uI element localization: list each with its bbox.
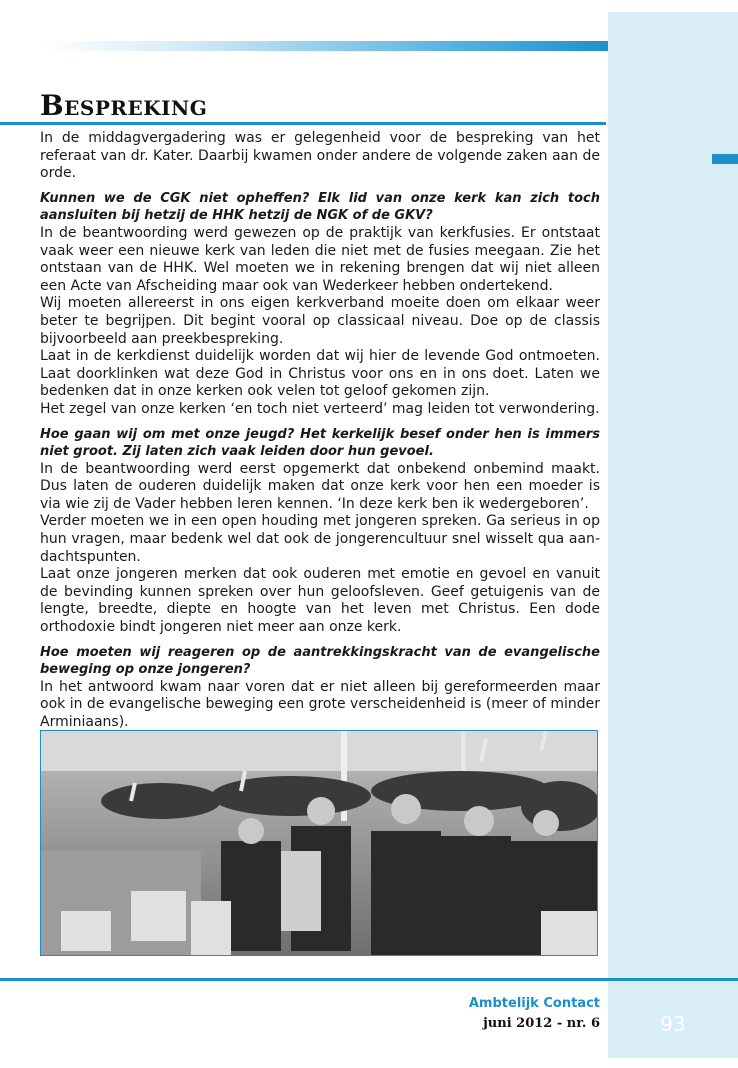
body-paragraph: Laat in de kerkdienst duidelijk worden dat wij hier de levende God ontmoeten. Laat doorklinken wat deze God in Christus voor ons en in ons doet. Laten we bedenken dat in onze kerken ook velen tot geloof gekomen zijn. — [40, 348, 600, 400]
publication-title: Ambtelijk Contact — [468, 996, 600, 1011]
side-accent-bar — [712, 154, 738, 164]
body-paragraph: In de beantwoording werd eerst opgemerkt dat onbekend onbemind maakt. Dus laten de ouderen duidelijk maken dat onze kerk voor hen een moeder is via wie zij de Vader hebben leren kennen. ‘In deze kerk ben ik wedergeboren’. — [40, 460, 600, 512]
question-paragraph: Kunnen we de CGK niet opheffen? Elk lid van onze kerk kan zich toch aansluiten bij hetzij de HHK hetzij de NGK of de GKV? — [40, 190, 600, 224]
article-heading: Bespreking — [40, 89, 208, 122]
bottom-rule — [0, 978, 738, 981]
side-panel — [608, 12, 738, 1058]
body-paragraph: In het antwoord kwam naar voren dat er niet alleen bij gereformeerden maar ook in de evangelische beweging een grote verscheidenheid is (meer of minder Arminiaans). — [40, 678, 600, 730]
question-paragraph: Hoe moeten wij reageren op de aantrekkingskracht van de evangelische beweging op onze jongeren? — [40, 644, 600, 678]
page-number: 93 — [660, 1012, 686, 1036]
publication-issue: juni 2012 - nr. 6 — [483, 1016, 600, 1031]
body-paragraph: Het zegel van onze kerken ‘en toch niet verteerd’ mag leiden tot verwondering. — [40, 400, 600, 417]
body-paragraph: In de beantwoording werd gewezen op de praktijk van kerkfusies. Er ontstaat vaak weer een nieuwe kerk van leden die niet met de fusies meegaan. Zie het ontstaan van de HHK. Wel moeten we in rekening brengen dat wij niet alleen een Acte van Afscheiding maar ook van Wederkeer hebben ondertekend. — [40, 224, 600, 294]
meeting-photo — [40, 730, 598, 956]
body-paragraph: In de middagvergadering was er gelegenheid voor de bespreking van het referaat van dr. Kater. Daarbij kwamen onder andere de volgende zaken aan de orde. — [40, 130, 600, 182]
top-gradient-bar — [44, 41, 608, 51]
question-paragraph: Hoe gaan wij om met onze jeugd? Het kerkelijk besef onder hen is immers niet groot. Zij laten zich vaak leiden door hun gevoel. — [40, 426, 600, 460]
meeting-photo-image — [41, 731, 597, 955]
body-paragraph: Laat onze jongeren merken dat ook ouderen met emotie en gevoel en vanuit de bevinding kunnen spreken over hun geloofsleven. Geef getuigenis van de lengte, breedte, diepte en hoogte van het leven met Christus. Een dode orthodoxie bindt jongeren niet meer aan onze kerk. — [40, 566, 600, 636]
heading-rule — [0, 122, 606, 125]
article-body — [40, 130, 600, 732]
body-paragraph: Verder moeten we in een open houding met jongeren spreken. Ga serieus in op hun vragen, maar bedenk wel dat ook de jongerencultuur snel wisselt qua aandachtspunten. — [40, 513, 600, 565]
body-paragraph: Wij moeten allereerst in ons eigen kerkverband moeite doen om elkaar weer beter te begrijpen. Dit begint vooral op classicaal niveau. Doe op de classis bijvoorbeeld aan preekbespreking. — [40, 295, 600, 347]
